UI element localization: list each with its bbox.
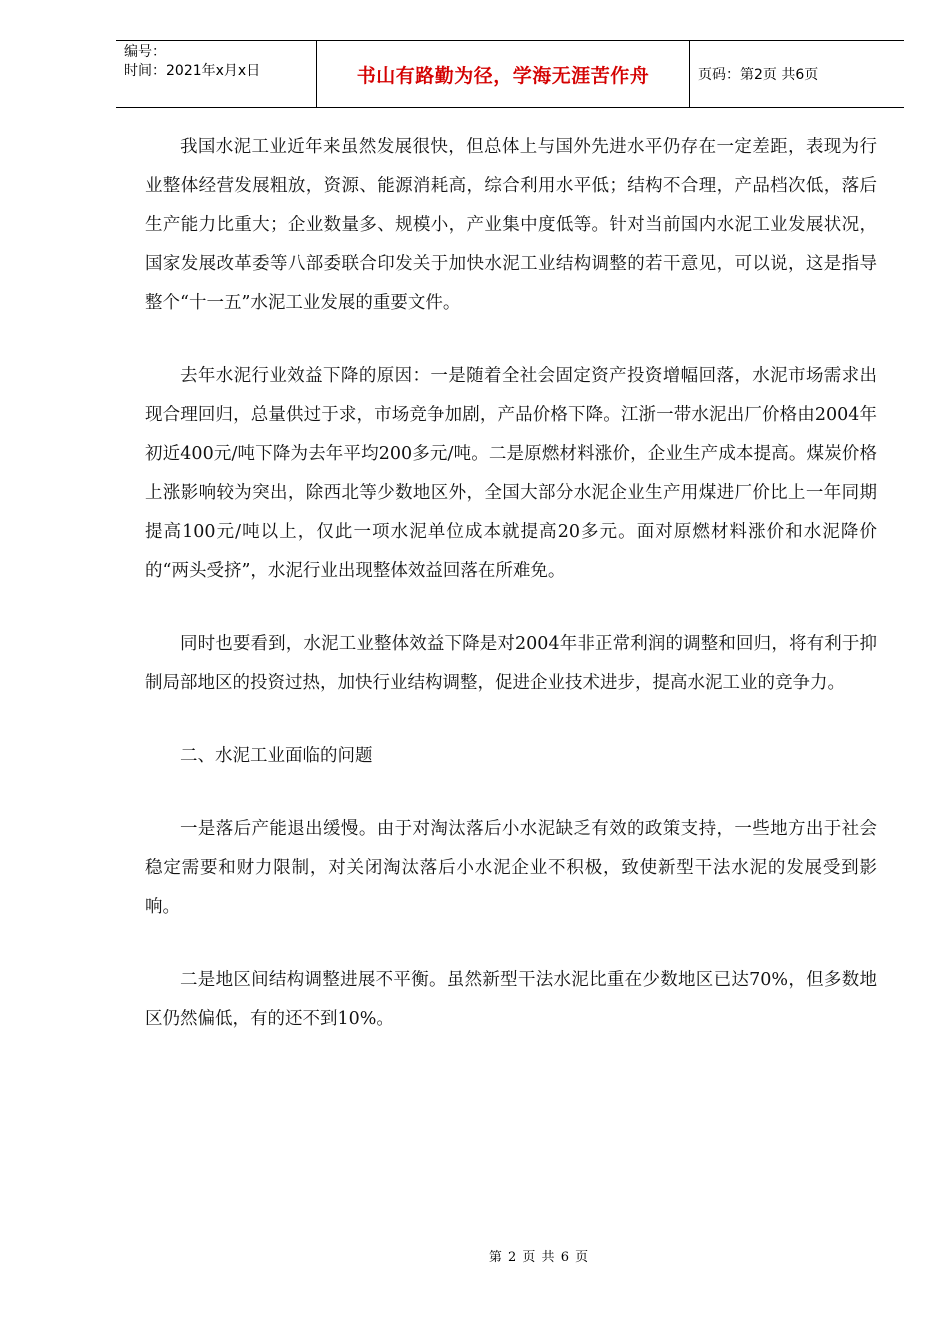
header-page-info: 页码：第2页 共6页: [698, 67, 819, 83]
paragraph-1: 我国水泥工业近年来虽然发展很快，但总体上与国外先进水平仍存在一定差距，表现为行业整体经营发展粗放，资源、能源消耗高，综合利用水平低；结构不合理，产品档次低，落后生产能力比重大；企业数量多、规模小，产业集中度低等。针对当前国内水泥工业发展状况，国家发展改革委等八部委联合印发关于加快水泥工业结构调整的若干意见，可以说，这是指导整个“十一五”水泥工业发展的重要文件。: [145, 137, 877, 313]
header-motto: 书山有路勤为径，学海无涯苦作舟: [316, 41, 690, 107]
page-header: [116, 40, 904, 108]
date-label: 时间：2021年x月x日: [124, 63, 261, 79]
page-footer: [0, 1246, 950, 1265]
paragraph-2: 去年水泥行业效益下降的原因：一是随着全社会固定资产投资增幅回落，水泥市场需求出现合理回归，总量供过于求，市场竞争加剧，产品价格下降。江浙一带水泥出厂价格由2004年初近400元/吨下降为去年平均200多元/吨。二是原燃材料涨价，企业生产成本提高。煤炭价格上涨影响较为突出，除西北等少数地区外，全国大部分水泥企业生产用煤进厂价比上一年同期提高100元/吨以上，仅此一项水泥单位成本就提高20多元。面对原燃材料涨价和水泥降价的“两头受挤”，水泥行业出现整体效益回落在所难免。: [145, 366, 877, 581]
paragraph-3: 同时也要看到，水泥工业整体效益下降是对2004年非正常利润的调整和回归，将有利于抑制局部地区的投资过热，加快行业结构调整，促进企业技术进步，提高水泥工业的竞争力。: [145, 634, 877, 693]
document-body: [145, 128, 877, 1073]
paragraph-5: 二是地区间结构调整进展不平衡。虽然新型干法水泥比重在少数地区已达70%，但多数地区仍然偏低，有的还不到10%。: [145, 970, 877, 1029]
serial-number-label: 编号：: [124, 44, 166, 60]
paragraph-4: 一是落后产能退出缓慢。由于对淘汰落后小水泥缺乏有效的政策支持，一些地方出于社会稳定需要和财力限制，对关闭淘汰落后小水泥企业不积极，致使新型干法水泥的发展受到影响。: [145, 819, 877, 917]
header-meta: [116, 41, 316, 107]
footer-page-number: 第 2 页 共 6 页: [488, 1250, 590, 1265]
section-heading: 二、水泥工业面临的问题: [180, 746, 373, 766]
